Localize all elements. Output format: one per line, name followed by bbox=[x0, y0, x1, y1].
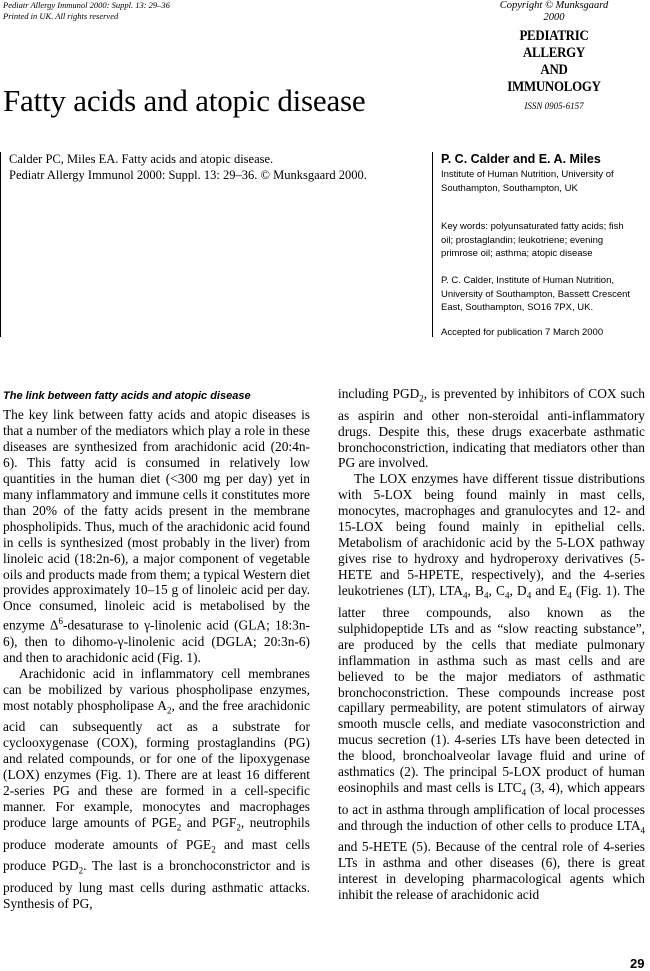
body-paragraph: Arachidonic acid in inflammatory cell membranes can be mobilized by various phospholipase enzymes, most notably phospholipase $A_2$, and the free arachidonic acid can subsequently act as a substrate for cyclooxygenase (COX), forming prostaglandins (PG) and related compounds, or for one of the lipoxygenase (LOX) enzymes (Fig. 1). There are at least 16 different 2-series PG and these are formed in a cell-specific manner. For example, monocytes and macrophages produce large amounts of $PGE_2$ and $PGF_2$, neutrophils produce moderate amounts of $PGE_2$ and mast cells produce $PGD_2$. The last is a bronchoconstrictor and is produced by lung mast cells during asthmatic attacks. Synthesis of PG, bbox=[3, 665, 310, 911]
page-number: 29 bbox=[630, 956, 645, 971]
affiliation-line-2: Southampton, Southampton, UK bbox=[441, 182, 578, 194]
correspondence-line-3: East, Southampton, SO16 7PX, UK. bbox=[441, 302, 594, 313]
copyright-notice: Copyright © Munksgaard 2000 bbox=[499, 0, 609, 23]
printed-notice: Printed in UK. All rights reserved bbox=[3, 11, 119, 21]
correspondence-line-2: University of Southampton, Bassett Crescent bbox=[441, 288, 631, 300]
body-paragraph: The LOX enzymes have different tissue distributions with 5-LOX being found mainly in mast cells, monocytes, macrophages and granulocytes and 12- and 15-LOX being found mainly in epithelial cells. Metabolism of arachidonic acid by the 5-LOX pathway gives rise to hydroxy and hydroperoxy derivatives (5-HETE and 5-HPETE, respectively), and the 4-series leukotrienes (LT), $LTA_4$, $B_4$, $C_4$, $D_4$ and $E_4$ (Fig. 1). The latter three compounds, also known as the sulphidopeptide LTs and as “slow reacting substance”, are produced by the cells that mediate pulmonary inflammation in asthma such as mast cells and are believed to be the major mediators of asthmatic bronchoconstriction. These compounds increase post capillary permeability, are potent stimulators of airway smooth muscle cells, and mediate vasoconstriction and mucus secretion (1). 4-series LTs have been detected in the blood, bronchoalveolar lavage fluid and urine of asthmatics (2). The principal 5-LOX product of human eosinophils and mast cells is $LTC_4$ (3, 4), which appears to act in asthma through amplification of local processes and through the induction of other cells to produce $LTA_4$ and 5-HETE (5). Because of the central role of 4-series LTs in asthma and other diseases (6), there is great interest in developing pharmacological agents which inhibit the release of arachidonic acid bbox=[338, 471, 645, 903]
article-title: Fatty acids and atopic disease bbox=[3, 83, 366, 118]
journal-name-line-1: PEDIATRIC ALLERGY bbox=[519, 28, 589, 61]
keywords-line-2: oil; prostaglandin; leukotriene; evening bbox=[441, 234, 604, 246]
body-paragraph: The key link between fatty acids and atopic diseases is that a number of the mediators which play a role in these diseases are synthesized from arachidonic acid (20:4n-6). This fatty acid is consumed in relatively low quantities in the human diet (<300 mg per day) yet in many inflammatory and immune cells it constitutes more than 20% of the fatty acids present in the membrane phospholipids. Thus, much of the arachidonic acid found in cells is synthesized (most probably in the liver) from linoleic acid (18:2n-6), a major component of vegetable oils and products made from them; a typical Western diet provides approximately 10–15 g of linoleic acid per day. Once consumed, linoleic acid is metabolised by the enzyme $\Delta^6$-desaturase to γ-linolenic acid (GLA; 18:3n-6), then to dihomo-γ-linolenic acid (DGLA; 20:3n-6) and then to arachidonic acid (Fig. 1). bbox=[3, 407, 310, 665]
issn: ISSN 0905-6157 bbox=[524, 101, 584, 111]
journal-name bbox=[502, 28, 605, 96]
keywords bbox=[441, 220, 650, 261]
affiliation bbox=[441, 168, 650, 195]
left-rule bbox=[0, 152, 1, 337]
journal-citation-header: Pediatr Allergy Immunol 2000: Suppl. 13: 29–36 bbox=[3, 0, 170, 10]
keywords-line-1: Key words: polyunsaturated fatty acids; fish bbox=[441, 221, 624, 232]
body-paragraph: including $PGD_2$, is prevented by inhibitors of COX such as aspirin and other non-steroidal anti-inflammatory drugs. Despite this, these drugs exacerbate asthmatic bronchoconstriction, indicating that mediators other than PG are involved. bbox=[338, 386, 646, 471]
correspondence-address bbox=[441, 274, 650, 315]
journal-block bbox=[494, 0, 614, 112]
authors: P. C. Calder and E. A. Miles bbox=[441, 152, 601, 166]
citation-line-2: Pediatr Allergy Immunol 2000: Suppl. 13: 29–36. © Munksgaard 2000. bbox=[9, 168, 367, 182]
running-header bbox=[3, 0, 170, 22]
article-citation bbox=[9, 151, 367, 183]
journal-name-line-2: AND IMMUNOLOGY bbox=[507, 62, 601, 95]
section-heading: The link between fatty acids and atopic disease bbox=[3, 390, 251, 402]
accepted-date: Accepted for publication 7 March 2000 bbox=[441, 327, 604, 338]
citation-line-1: Calder PC, Miles EA. Fatty acids and atopic disease. bbox=[9, 152, 274, 166]
body-column-right bbox=[338, 386, 645, 903]
keywords-line-3: primrose oil; asthma; atopic disease bbox=[441, 248, 593, 259]
correspondence-line-1: P. C. Calder, Institute of Human Nutrition, bbox=[441, 275, 615, 286]
body-column-left bbox=[3, 407, 310, 912]
right-rule bbox=[432, 152, 433, 337]
affiliation-line-1: Institute of Human Nutrition, University of bbox=[441, 169, 614, 180]
